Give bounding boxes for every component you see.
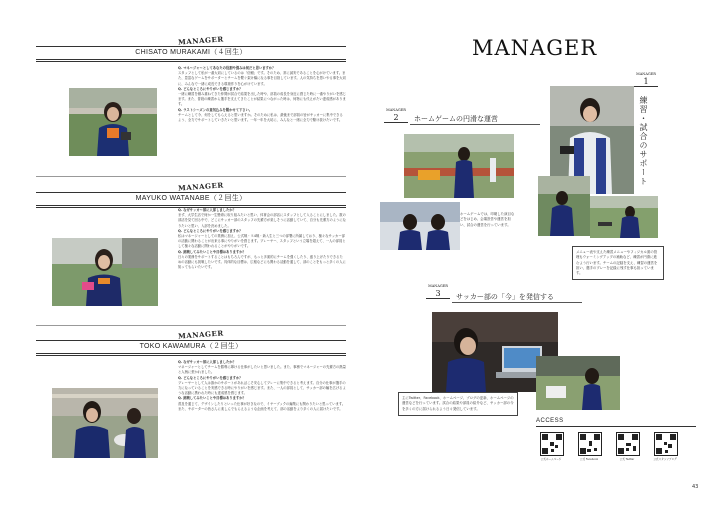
qr-label: 公式ホームページ [540,458,562,461]
section-number: 3 [426,289,450,299]
answer: 一緒に練習を積み重ねてきた仲間が試合で結果を出した時や、部員の成長を身近に感じた時に一番やりがいを感じます。また、普段の練習から選手を支えてきたことが結果につながった時は、何物にも代えがたい達成感があります。 [178,92,346,107]
qr-code-icon[interactable] [654,432,678,456]
practice-photo-3 [590,196,658,238]
qr-code-icon[interactable] [616,432,640,456]
question: Q. ラストシーズンの意気込みを聞かせて下さい。 [178,107,253,112]
section-underline [410,124,540,125]
answer: 日々の業務をサポートすることはもちろんですが、もっと多面的にチームを強くしたり、盛り上げたりできるための活動にも挑戦したいです。具体的な目標は、広報などにも関わる活動を通して、部のことをもっと多くの人に知ってもらいたいです。 [178,254,346,270]
profile-mayuko [36,182,346,322]
answer: プレーヤーとして人は誰かのサポートがあればこそ安心してプレーに集中できると考えます。自分の仕事が選手の力になっていることを実感できる時にやりがいを感じます。また、一人の部員として、サッカー部の輪を広げるような活動に携われた時にも達成感を感じます。 [178,380,346,396]
section-underline [452,302,582,303]
qa-block [178,208,346,270]
profile-name: TOKO KAWAMURA（２回生） [36,340,346,356]
home-game-photo-1 [404,134,514,198]
qr-label: 公式 Twitter [619,458,635,461]
question: Q. 挑戦してみたいことや目標はありますか？ [178,396,246,401]
page-title: MANAGER [472,36,598,60]
section-number-3 [426,284,450,299]
profile-name: CHISATO MURAKAMI（４回生） [36,46,346,62]
question: Q. どんなところにやりがいを感じますか？ [178,375,243,380]
manager-tag: MANAGER [177,328,224,341]
sns-photo-2 [536,356,620,410]
qr-code-icon[interactable] [578,432,602,456]
answer: チームとして今、何をしてもらえると思いますか。そのために私は、最後まで部員の皆がサッカーに集中できるよう、全力でサポートしていきたいと思います。一年一年を大切に、みんなと一緒に全力で駆け抜けたいです。 [178,112,343,123]
divider [36,325,346,326]
profile-photo [69,88,157,156]
home-game-photo-2 [380,202,460,250]
profile-photo [52,238,158,306]
qa-block [178,66,346,123]
question: Q. マネージャーとしてあなたの役割や強みは何だと思いますか？ [178,66,276,70]
profile-name: MAYUKO WATANABE（２回生） [36,192,346,208]
profile-chisato [36,36,346,176]
home-game-caption: ホームゲームでは、印刷した演目などをはじめ、会場設営や運営を担い、試合の運営を行っています。 [460,212,515,227]
question: Q. どんなところにやりがいを感じますか？ [178,86,243,91]
section-tag: MANAGER [428,284,448,288]
access-rule [536,426,696,427]
qr-label: 公式 Facebook [579,458,599,461]
sns-caption: 主にTwitter、Facebook、ホームページ、ブログの更新、ホームページの運営などを行っています。試合の結果や部員の紹介など、サッカー部の今を多くの方に届けられるよう日々発信しています。 [398,392,518,416]
section-tag: MANAGER [636,72,656,76]
answer: スタッフとして私が一番大切にしているのは「信頼」です。そのため、常に誠実であることを心がけています。また、豊富なゲームをサポーターとチームを繋ぐ架け橋になる事を目指しています。人の気持ちを思いやる事を大切に、みんなで一緒に成長できる環境作りを心がけています。 [178,71,346,86]
section-number-2 [384,108,408,123]
answer: 普及を通じて、デザインしたりといった仕事が好きなので、イヤーブックの編集にも関わりたいと思っています。また、サポーターの皆さんに楽しんでもらえるような企画を考えて、部の活動をより多くの人に届けたいです。 [178,401,346,411]
qr-code-icon[interactable] [540,432,564,456]
question: Q. 挑戦してみたいことや目標はありますか？ [178,249,246,254]
practice-photo-2 [538,176,590,236]
section-title-1: 練習・試合のサポート [639,96,648,186]
section-number-1 [634,72,658,87]
section-tag: MANAGER [386,108,406,112]
access-label: ACCESS [536,418,564,424]
section-number: 1 [634,77,658,87]
section-title-3: サッカー部の「今」を発信する [456,293,554,301]
practice-caption: メニュー表や支えた練習メニューやフィジカル面の管理もウォーミングアップの補助など、練習が円滑に進むよう行います。チームの記録を支え、練習の運営を担い、選手のプレーを記録に残す仕事も担っています。 [572,246,664,280]
manager-tag: MANAGER [177,180,224,193]
question: Q. どんなところにやりがいを感じますか？ [178,228,243,233]
answer: まず、大学生活で何か一生懸命に取り組みたいと思い、体育会の部活にスタッフとして入ることにしました。数の部活を見て回る中で、どこにサッカー部のスタッフの先輩方が楽しそうに活動していて、自分も先輩方のようになりたいと思い、入部を決めました。 [178,213,346,228]
qr-label: 公式スタッフブログ [653,458,677,461]
qa-block [178,360,346,412]
profile-photo [52,388,158,458]
question: Q. なぜサッカー部に入部しましたか？ [178,208,236,212]
divider [36,176,346,177]
right-page [360,0,720,522]
profile-toko [36,330,346,490]
section-number: 2 [384,113,408,123]
manager-tag: MANAGER [177,34,224,47]
answer: マネージャーとしてチームを勝利に導ける仕事がしたいと思いました。また、事務でマネージャーの先輩方の熱量と人柄に惹かれました。 [178,365,346,375]
section-title-2: ホームゲームの円滑な運営 [414,115,498,123]
question: Q. なぜサッカー部に入部しましたか？ [178,360,236,364]
answer: 私はマネージャーとしての業務に加え、公式戦・Ｓ4戦・新入生と三つの部署に所属しており、様々なサッカー部の活動に関わることが出来る事にやりがいを感じます。プレーヤー、スタッフという立場を超えて、一人の部員として様々な活動に関われることがやりがいです。 [178,234,346,249]
page-number: 43 [692,484,699,490]
